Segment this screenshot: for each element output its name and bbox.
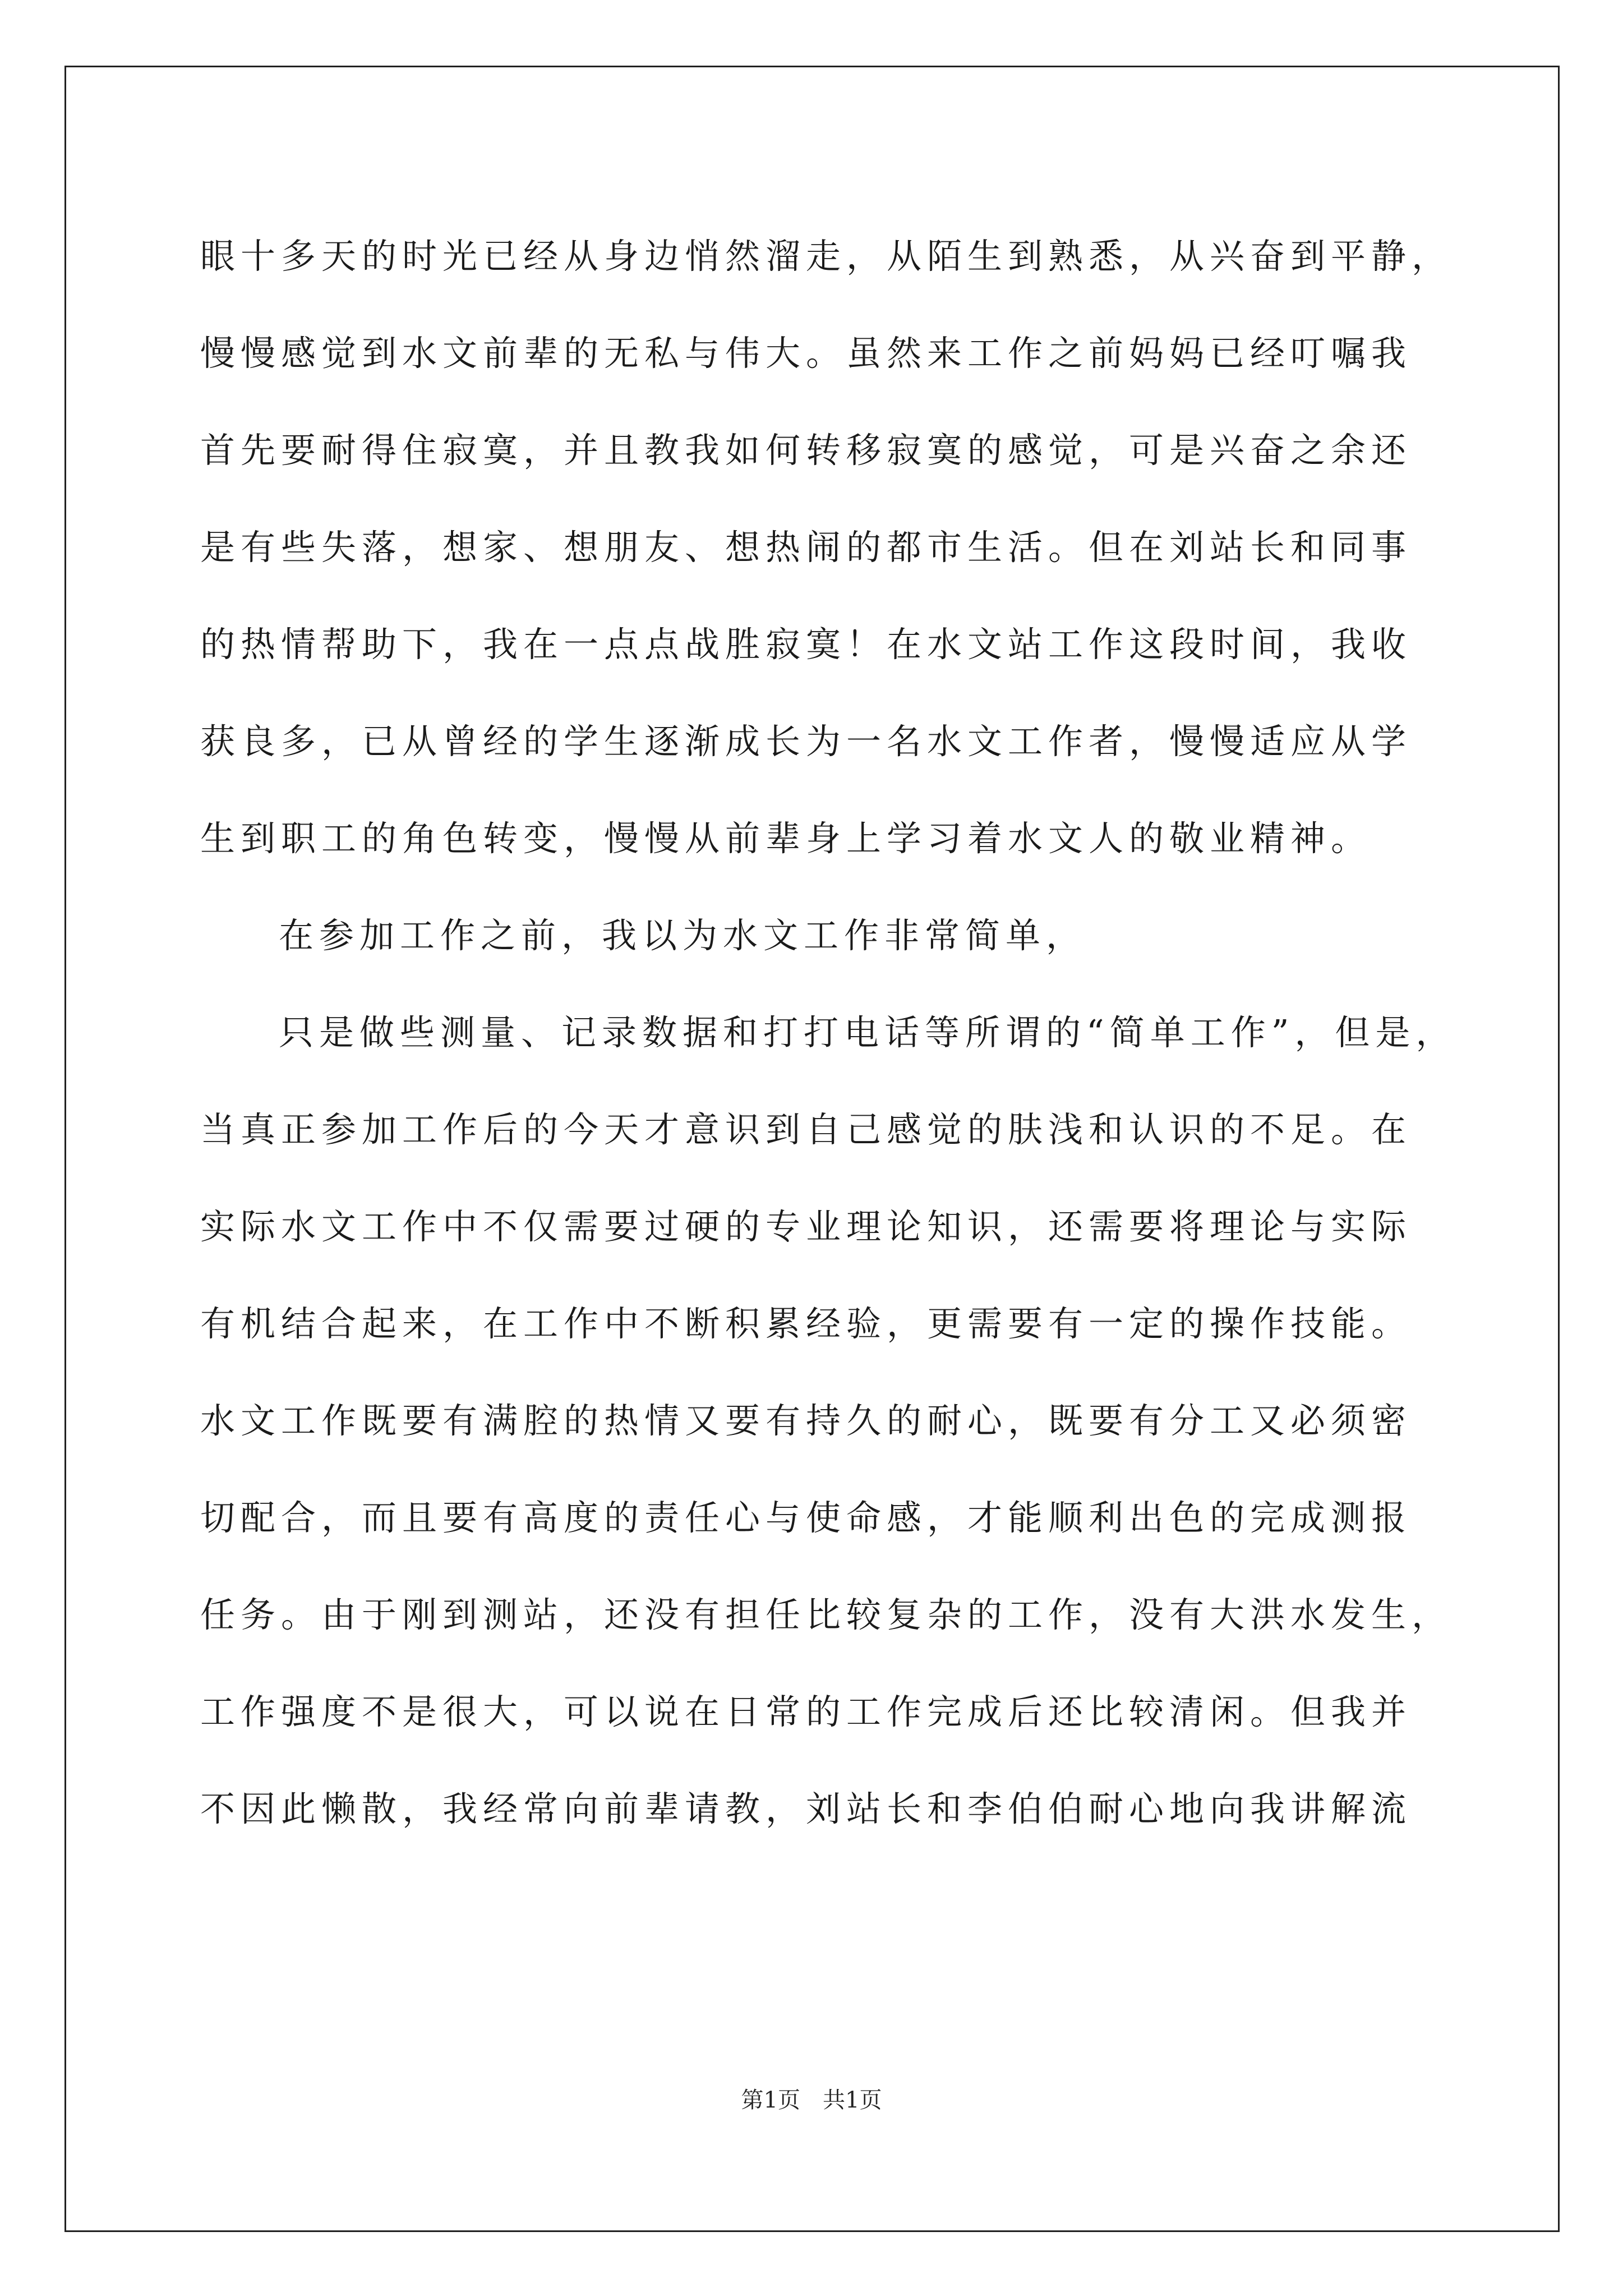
page-number-footer: 第1页 共1页 xyxy=(741,2087,882,2113)
text-line: 眼十多天的时光已经从身边悄然溜走，从陌生到熟悉，从兴奋到平静， xyxy=(200,236,1453,277)
text-line: 获良多，已从曾经的学生逐渐成长为一名水文工作者，慢慢适应从学 xyxy=(200,721,1412,762)
text-line: 不因此懒散，我经常向前辈请教，刘站长和李伯伯耐心地向我讲解流 xyxy=(200,1788,1412,1829)
text-line: 生到职工的角色转变，慢慢从前辈身上学习着水文人的敬业精神。 xyxy=(200,818,1372,859)
paragraph-start-line: 只是做些测量、记录数据和打打电话等所谓的“简单工作”，但是， xyxy=(279,1012,1456,1053)
text-line: 实际水文工作中不仅需要过硬的专业理论知识，还需要将理论与实际 xyxy=(200,1206,1412,1247)
text-line: 任务。由于刚到测站，还没有担任比较复杂的工作，没有大洪水发生， xyxy=(200,1594,1453,1635)
text-line: 是有些失落，想家、想朋友、想热闹的都市生活。但在刘站长和同事 xyxy=(200,527,1412,568)
text-line: 慢慢感觉到水文前辈的无私与伟大。虽然来工作之前妈妈已经叮嘱我 xyxy=(200,333,1412,374)
text-line: 的热情帮助下，我在一点点战胜寂寞！在水文站工作这段时间，我收 xyxy=(200,624,1412,665)
text-line: 水文工作既要有满腔的热情又要有持久的耐心，既要有分工又必须密 xyxy=(200,1400,1412,1441)
document-body xyxy=(200,208,1456,1857)
text-line: 首先要耐得住寂寞，并且教我如何转移寂寞的感觉，可是兴奋之余还 xyxy=(200,430,1412,471)
text-line: 当真正参加工作后的今天才意识到自己感觉的肤浅和认识的不足。在 xyxy=(200,1109,1412,1150)
text-line: 工作强度不是很大，可以说在日常的工作完成后还比较清闲。但我并 xyxy=(200,1691,1412,1732)
text-line: 有机结合起来，在工作中不断积累经验，更需要有一定的操作技能。 xyxy=(200,1303,1412,1344)
paragraph-start-line: 在参加工作之前，我以为水文工作非常简单， xyxy=(279,915,1087,956)
text-line: 切配合，而且要有高度的责任心与使命感，才能顺利出色的完成测报 xyxy=(200,1497,1412,1538)
